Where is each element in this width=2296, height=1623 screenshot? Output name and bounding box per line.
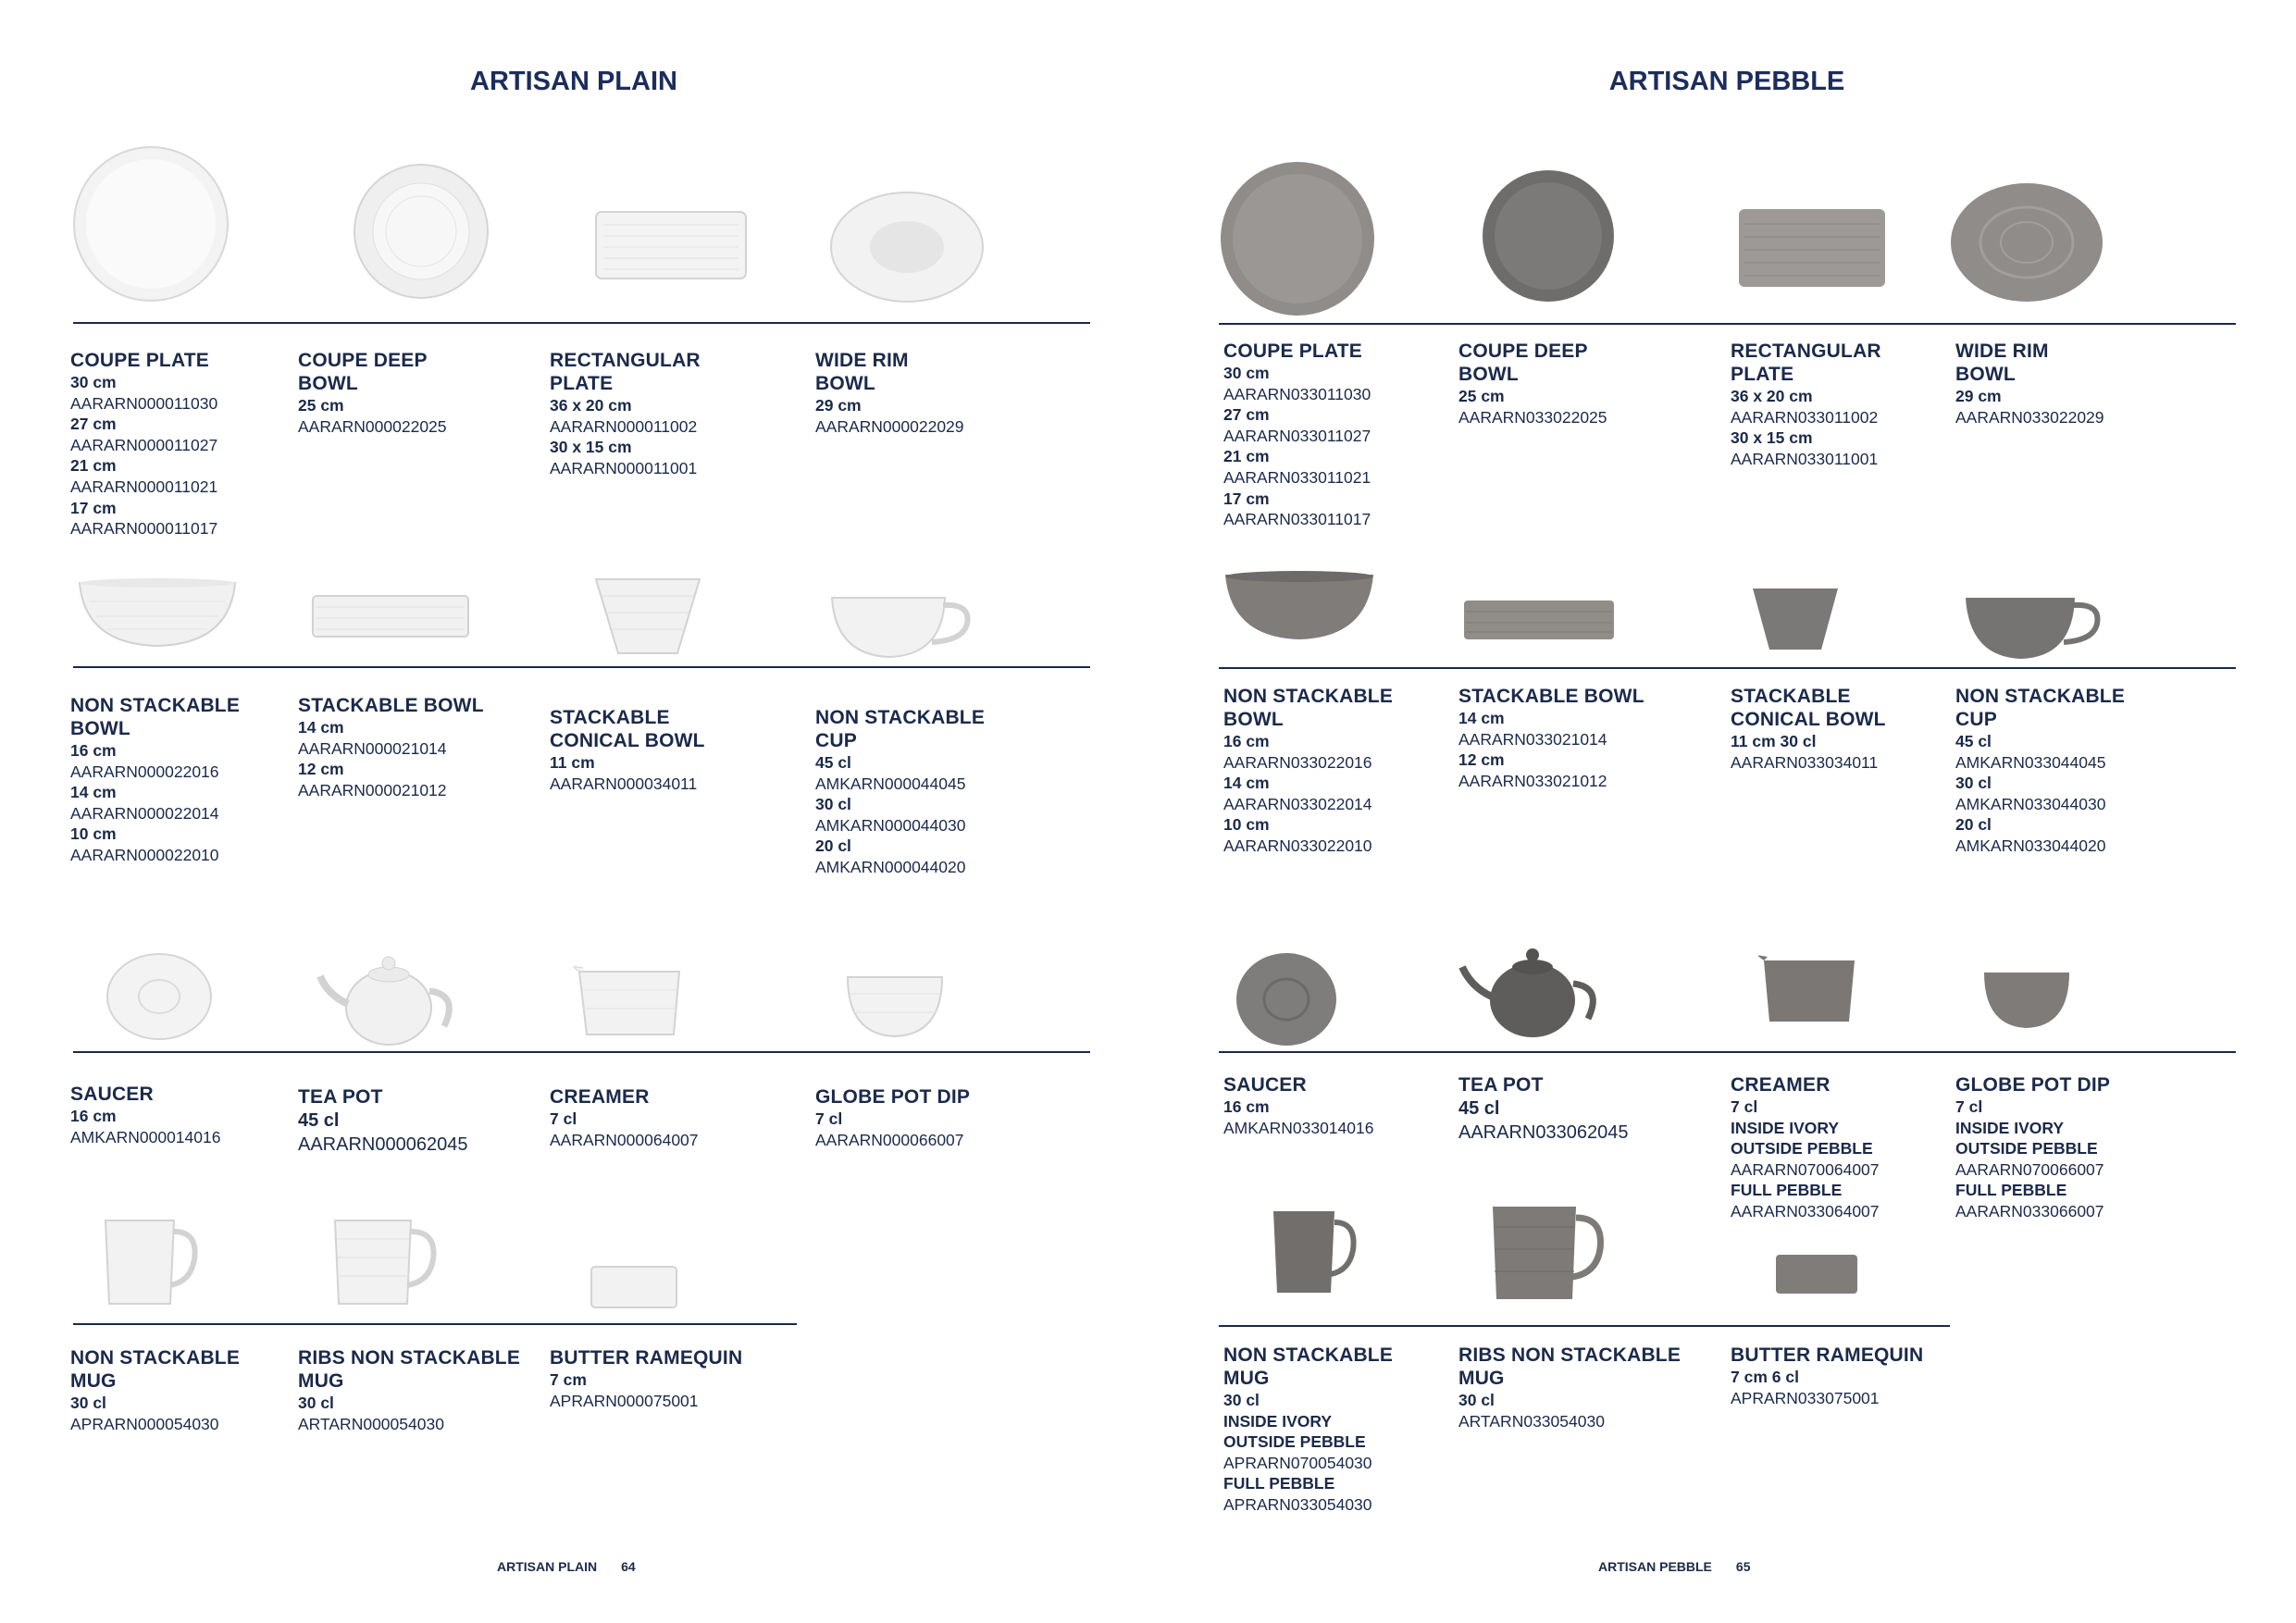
product-name: NON STACKABLE MUG (1223, 1344, 1394, 1389)
product-butter-ramequin (1731, 1344, 1962, 1408)
cup-icon (1962, 592, 2106, 663)
product-size: 27 cm (1223, 405, 1270, 425)
product-size: INSIDE IVORY (1955, 1118, 2065, 1137)
non-stackable-bowl-icon (1222, 569, 1377, 643)
product-size: FULL PEBBLE (1223, 1474, 1335, 1493)
footer-label: ARTISAN PEBBLE (1598, 1559, 1712, 1574)
product-name: BUTTER RAMEQUIN (1731, 1344, 1924, 1366)
product-code: AARARN033011001 (1731, 449, 1879, 468)
product-size: 30 cl (815, 795, 851, 814)
product-name: SAUCER (1223, 1074, 1307, 1096)
product-code: AARARN000021014 (298, 738, 447, 758)
product-code: AARARN033011027 (1223, 426, 1371, 445)
product-name: RIBS NON STACKABLE MUG (298, 1347, 521, 1392)
product-creamer (550, 1085, 781, 1150)
product-name: COUPE PLATE (70, 350, 209, 371)
product-tea-pot (1458, 1073, 1690, 1145)
product-code: AARARN033022010 (1223, 836, 1372, 855)
product-code: AARARN000034011 (550, 774, 698, 793)
product-non-stackable-mug (1223, 1344, 1455, 1516)
product-name: STACKABLE BOWL (1458, 686, 1644, 707)
product-name: NON STACKABLE BOWL (70, 695, 241, 739)
product-size: 45 cl (815, 753, 851, 772)
product-stackable-bowl (1458, 685, 1690, 791)
product-code: AARARN000022014 (70, 803, 219, 823)
divider (73, 1051, 1090, 1053)
product-size: FULL PEBBLE (1731, 1181, 1843, 1200)
product-size: 20 cl (1955, 815, 1992, 835)
product-size: 17 cm (70, 498, 117, 517)
product-code: AARARN033011002 (1731, 407, 1879, 427)
product-code: AMKARN033044030 (1955, 794, 2106, 813)
product-name: CREAMER (1731, 1074, 1831, 1096)
mug-icon (100, 1217, 202, 1309)
product-size: 10 cm (70, 824, 117, 844)
mug-icon (1268, 1208, 1360, 1298)
product-size: 10 cm (1223, 815, 1270, 835)
product-code: APRARN000075001 (550, 1391, 699, 1410)
product-name: GLOBE POT DIP (815, 1086, 971, 1108)
divider (1219, 1325, 1950, 1327)
wide-rim-bowl-icon (1949, 180, 2104, 305)
product-code: ARTARN000054030 (298, 1414, 444, 1433)
product-name: RECTANGULAR PLATE (550, 350, 701, 394)
wide-rim-bowl-icon (828, 190, 986, 305)
globe-pot-dip-icon (844, 972, 946, 1041)
product-size: 14 cm (1223, 774, 1270, 793)
product-non-stackable-cup (1955, 685, 2187, 857)
product-name: CREAMER (550, 1086, 650, 1108)
product-size: 16 cm (70, 1107, 117, 1125)
product-ribs-non-stackable-mug (1458, 1344, 1690, 1431)
product-size: 30 cm (70, 373, 117, 391)
product-name: SAUCER (70, 1084, 154, 1105)
product-coupe-deep-bowl (298, 349, 529, 437)
tea-pot-icon (1457, 939, 1605, 1041)
product-non-stackable-bowl (1223, 685, 1455, 857)
product-creamer (1731, 1073, 1962, 1222)
product-size: 36 x 20 cm (1731, 387, 1813, 405)
divider (1219, 667, 2236, 669)
product-stackable-conical-bowl (1731, 685, 1962, 773)
coupe-plate-icon (1218, 159, 1377, 318)
product-size: 7 cl (550, 1109, 577, 1128)
product-code: APRARN070054030 (1223, 1453, 1372, 1472)
product-size: 16 cm (1223, 732, 1270, 750)
conical-bowl-icon (592, 574, 703, 659)
product-name: STACKABLE BOWL (298, 695, 484, 716)
product-size: 30 x 15 cm (1731, 428, 1813, 448)
product-code: AMKARN000044045 (815, 774, 966, 793)
product-size: 7 cl (815, 1109, 843, 1128)
product-code: AARARN000021012 (298, 780, 447, 799)
product-code: AARARN000011030 (70, 393, 218, 413)
product-butter-ramequin (550, 1346, 781, 1411)
product-name: TEA POT (1458, 1074, 1544, 1096)
product-name: NON STACKABLE MUG (70, 1347, 241, 1392)
product-code: AARARN033011021 (1223, 467, 1371, 487)
divider (73, 322, 1090, 324)
product-size: AARARN033062045 (1458, 1122, 1629, 1143)
product-size: OUTSIDE PEBBLE (1731, 1139, 1873, 1158)
product-code: AARARN033022025 (1458, 407, 1607, 427)
product-size: 21 cm (70, 456, 117, 476)
conical-bowl-icon (1749, 585, 1842, 654)
page-title-left: ARTISAN PLAIN (470, 67, 677, 96)
product-code: AARARN000064007 (550, 1130, 699, 1149)
product-name: TEA POT (298, 1086, 383, 1108)
product-size: 30 cl (1458, 1391, 1495, 1409)
product-saucer (70, 1083, 302, 1147)
divider (73, 666, 1090, 668)
tea-pot-icon (315, 948, 463, 1050)
page-footer-right (1598, 1559, 1774, 1574)
product-globe-pot-dip (1955, 1073, 2187, 1222)
product-size: 45 cl (298, 1110, 340, 1131)
product-size: 14 cm (70, 783, 117, 802)
product-size: 25 cm (298, 396, 344, 415)
product-code: AARARN000022010 (70, 845, 219, 864)
product-stackable-bowl (298, 694, 529, 800)
non-stackable-bowl-icon (76, 576, 239, 650)
divider (1219, 323, 2236, 325)
product-code: AARARN033022014 (1223, 794, 1372, 813)
product-name: COUPE DEEP BOWL (1458, 341, 1588, 385)
product-code: AMKARN000044030 (815, 815, 966, 835)
product-name: BUTTER RAMEQUIN (550, 1347, 743, 1369)
product-size: 45 cl (1458, 1098, 1500, 1119)
product-name: WIDE RIM BOWL (1955, 341, 2049, 385)
product-ribs-non-stackable-mug (298, 1346, 529, 1434)
product-code: AARARN000066007 (815, 1130, 964, 1149)
product-size: 30 cm (1223, 364, 1270, 382)
ribs-mug-icon (1487, 1203, 1607, 1305)
product-name: RECTANGULAR PLATE (1731, 341, 1881, 385)
product-size: 7 cm 6 cl (1731, 1368, 1799, 1386)
product-size: 29 cm (1955, 387, 2002, 405)
rectangular-plate-icon (592, 208, 750, 282)
product-size: 12 cm (298, 760, 344, 779)
product-rectangular-plate (550, 349, 781, 478)
product-size: 30 cl (298, 1394, 334, 1412)
product-coupe-plate (70, 349, 302, 539)
product-size: INSIDE IVORY (1223, 1411, 1333, 1431)
product-name: GLOBE POT DIP (1955, 1074, 2111, 1096)
product-tea-pot (298, 1085, 529, 1157)
product-code: AARARN070064007 (1731, 1159, 1880, 1179)
product-non-stackable-cup (815, 706, 1047, 878)
product-code: AARARN000011027 (70, 435, 218, 454)
page-number: 65 (1735, 1559, 1751, 1574)
coupe-deep-bowl-icon (1481, 168, 1616, 304)
product-code: AMKARN033044045 (1955, 752, 2106, 772)
product-code: APRARN000054030 (70, 1414, 219, 1433)
coupe-deep-bowl-icon (352, 162, 490, 301)
cup-icon (828, 592, 976, 662)
product-code: APRARN033075001 (1731, 1388, 1880, 1407)
product-code: AARARN070066007 (1955, 1159, 2104, 1179)
product-size: 30 cl (1955, 774, 1992, 793)
butter-ramequin-icon (1772, 1251, 1861, 1297)
product-code: AARARN033021012 (1458, 771, 1607, 790)
product-size: 45 cl (1955, 732, 1992, 750)
product-code: ARTARN033054030 (1458, 1411, 1605, 1431)
product-wide-rim-bowl (815, 349, 1047, 437)
saucer-icon (104, 951, 215, 1042)
product-size: 11 cm 30 cl (1731, 732, 1817, 750)
product-name: RIBS NON STACKABLE MUG (1458, 1344, 1682, 1389)
product-wide-rim-bowl (1955, 340, 2187, 427)
product-size: 21 cm (1223, 447, 1270, 466)
product-non-stackable-mug (70, 1346, 302, 1434)
product-size: AARARN000062045 (298, 1134, 468, 1155)
product-size: OUTSIDE PEBBLE (1955, 1139, 2098, 1158)
stackable-bowl-icon (1460, 597, 1618, 643)
product-code: AMKARN000014016 (70, 1127, 221, 1146)
product-code: AARARN033034011 (1731, 752, 1879, 772)
product-name: COUPE PLATE (1223, 341, 1362, 362)
page-footer-left (497, 1559, 660, 1574)
product-size: 16 cm (70, 741, 117, 760)
product-name: WIDE RIM BOWL (815, 350, 909, 394)
product-size: 7 cl (1731, 1097, 1758, 1116)
product-size: 36 x 20 cm (550, 396, 632, 415)
product-size: 25 cm (1458, 387, 1505, 405)
stackable-bowl-icon (309, 592, 472, 640)
coupe-plate-icon (72, 139, 230, 305)
product-size: 11 cm (550, 753, 595, 772)
product-size: 17 cm (1223, 489, 1270, 508)
product-code: AARARN033022016 (1223, 752, 1372, 772)
product-size: FULL PEBBLE (1955, 1181, 2067, 1200)
product-code: AARARN033066007 (1955, 1201, 2104, 1220)
saucer-icon (1234, 950, 1339, 1048)
product-code: AMKARN000044020 (815, 857, 966, 876)
product-size: 12 cm (1458, 750, 1505, 770)
product-code: AARARN033011017 (1223, 510, 1371, 529)
product-size: OUTSIDE PEBBLE (1223, 1432, 1366, 1452)
product-name: COUPE DEEP BOWL (298, 350, 428, 394)
product-size: 14 cm (1458, 709, 1505, 727)
product-size: 16 cm (1223, 1097, 1270, 1116)
product-non-stackable-bowl (70, 694, 302, 866)
product-code: AARARN033064007 (1731, 1201, 1880, 1220)
product-code: AARARN000022025 (298, 416, 447, 436)
creamer-icon (1758, 953, 1860, 1027)
globe-pot-dip-icon (1980, 967, 2073, 1032)
product-size: 29 cm (815, 396, 862, 415)
product-size: 7 cl (1955, 1097, 1983, 1116)
product-coupe-deep-bowl (1458, 340, 1690, 427)
product-code: AARARN000011021 (70, 477, 218, 496)
product-name: NON STACKABLE BOWL (1223, 686, 1394, 730)
page-title-right: ARTISAN PEBBLE (1608, 67, 1845, 96)
product-size: 30 cl (70, 1394, 106, 1412)
product-size: 20 cl (815, 836, 851, 856)
product-stackable-conical-bowl (550, 706, 781, 794)
product-code: AMKARN033044020 (1955, 836, 2106, 855)
product-saucer (1223, 1073, 1455, 1138)
product-coupe-plate (1223, 340, 1455, 530)
product-code: AARARN000022016 (70, 762, 219, 781)
product-code: APRARN033054030 (1223, 1494, 1372, 1514)
page-number: 64 (621, 1559, 636, 1574)
product-code: AMKARN033014016 (1223, 1118, 1374, 1137)
product-rectangular-plate (1731, 340, 1962, 469)
divider (73, 1323, 797, 1325)
product-code: AARARN000011002 (550, 416, 698, 436)
product-size: 30 x 15 cm (550, 438, 632, 457)
product-size: 14 cm (298, 718, 344, 737)
product-code: AARARN033022029 (1955, 407, 2104, 427)
creamer-icon (574, 962, 685, 1041)
product-name: STACKABLE CONICAL BOWL (550, 707, 705, 751)
butter-ramequin-icon (588, 1263, 680, 1311)
divider (1219, 1051, 2236, 1053)
product-code: AARARN033021014 (1458, 729, 1607, 749)
rectangular-plate-icon (1735, 205, 1889, 291)
product-size: 27 cm (70, 415, 117, 434)
product-name: NON STACKABLE CUP (1955, 686, 2126, 730)
product-size: INSIDE IVORY (1731, 1118, 1840, 1137)
product-size: 7 cm (550, 1370, 587, 1389)
product-name: NON STACKABLE CUP (815, 707, 986, 751)
product-code: AARARN000011017 (70, 519, 218, 539)
product-name: STACKABLE CONICAL BOWL (1731, 686, 1886, 730)
ribs-mug-icon (329, 1217, 441, 1309)
product-code: AARARN033011030 (1223, 384, 1371, 403)
product-code: AARARN000011001 (550, 458, 698, 477)
footer-label: ARTISAN PLAIN (497, 1559, 598, 1574)
product-size: 30 cl (1223, 1391, 1260, 1409)
product-code: AARARN000022029 (815, 416, 964, 436)
product-globe-pot-dip (815, 1085, 1047, 1150)
